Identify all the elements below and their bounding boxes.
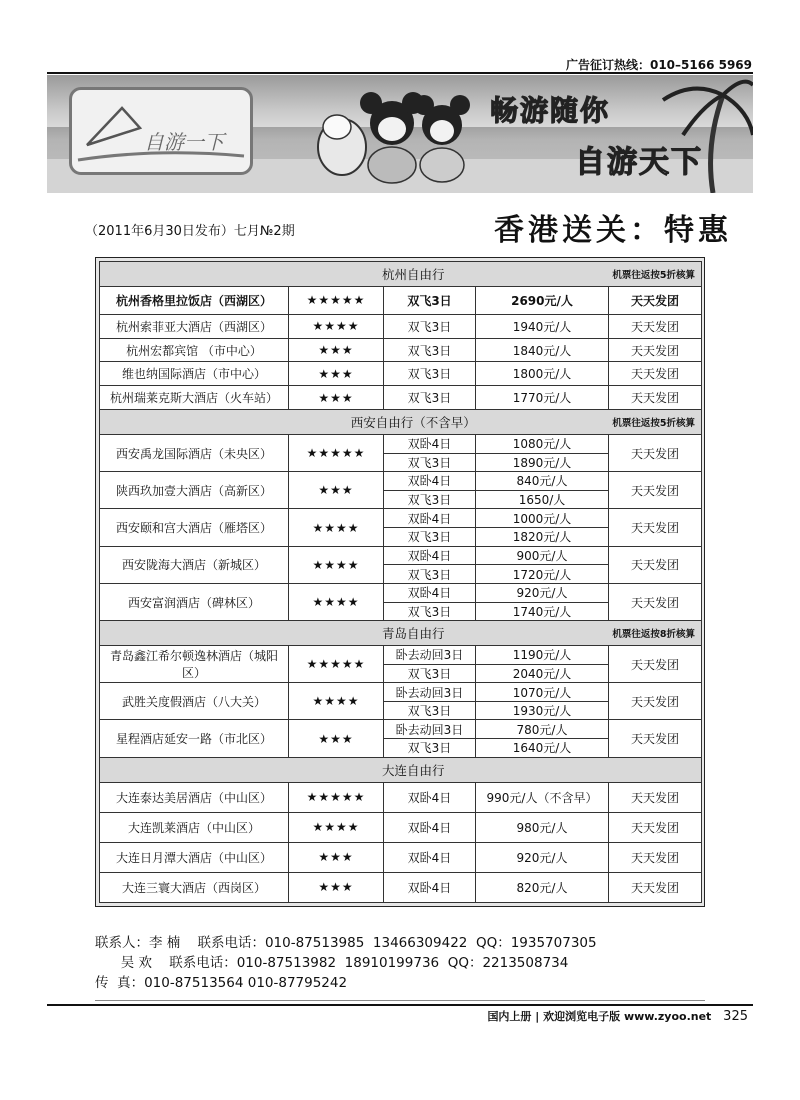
contact-row-1: 联系人：李 楠 联系电话：010-87513985 13466309422 QQ：1935707305 <box>95 935 597 951</box>
footer-rule <box>47 1004 753 1006</box>
star-rating: ★★★ <box>289 386 384 410</box>
hotel-row <box>100 546 702 565</box>
departure-schedule: 天天发团 <box>609 314 702 338</box>
star-rating: ★★★★ <box>289 509 384 546</box>
price: 1640元/人 <box>476 739 609 758</box>
section-title: 青岛自由行 <box>100 621 609 646</box>
hotel-name: 西安禹龙国际酒店（未央区） <box>100 434 289 471</box>
top-rule <box>47 72 753 74</box>
price: 1080元/人 <box>476 434 609 453</box>
contact-divider <box>95 1000 705 1001</box>
trip-type: 双飞3日 <box>384 386 476 410</box>
price: 1720元/人 <box>476 565 609 584</box>
promo-title: 香港送关：特惠 <box>494 213 732 248</box>
star-rating: ★★★ <box>289 872 384 902</box>
trip-type: 双飞3日 <box>384 338 476 362</box>
trip-type: 双飞3日 <box>384 602 476 621</box>
section-note: 机票往返按5折核算 <box>609 262 702 287</box>
trip-type: 双卧4日 <box>384 434 476 453</box>
hotel-row <box>100 782 702 812</box>
hotel-name: 青岛鑫江希尔顿逸林酒店（城阳区） <box>100 645 289 682</box>
hotel-row <box>100 842 702 872</box>
hotel-name: 杭州瑞莱克斯大酒店（火车站） <box>100 386 289 410</box>
hotel-name: 西安颐和宫大酒店（雁塔区） <box>100 509 289 546</box>
trip-type: 双飞3日 <box>384 453 476 472</box>
hotel-name: 杭州香格里拉饭店（西湖区） <box>100 286 289 314</box>
price: 990元/人（不含早） <box>476 782 609 812</box>
departure-schedule: 天天发团 <box>609 472 702 509</box>
hotel-name: 大连三寰大酒店（西岗区） <box>100 872 289 902</box>
price: 1740元/人 <box>476 602 609 621</box>
hotel-row <box>100 509 702 528</box>
departure-schedule: 天天发团 <box>609 812 702 842</box>
palm-tree-illustration <box>643 75 753 193</box>
price: 2690元/人 <box>476 286 609 314</box>
price: 920元/人 <box>476 583 609 602</box>
star-rating: ★★★ <box>289 842 384 872</box>
brand-logo <box>69 87 253 175</box>
star-rating: ★★★★ <box>289 583 384 620</box>
departure-schedule: 天天发团 <box>609 842 702 872</box>
price: 2040元/人 <box>476 664 609 683</box>
trip-type: 双卧4日 <box>384 842 476 872</box>
departure-schedule: 天天发团 <box>609 338 702 362</box>
page-footer <box>487 1008 748 1024</box>
header-banner <box>47 75 753 193</box>
slogan-line-1: 畅游随你 <box>490 94 611 127</box>
kite-icon <box>82 100 142 150</box>
trip-type: 双飞3日 <box>384 314 476 338</box>
cartoon-characters-illustration <box>297 85 477 185</box>
slogan-line-2: 自游天下 <box>575 145 703 180</box>
price: 1190元/人 <box>476 645 609 664</box>
hotel-name: 维也纳国际酒店（市中心） <box>100 362 289 386</box>
trip-type: 双卧4日 <box>384 872 476 902</box>
hotel-row <box>100 645 702 664</box>
departure-schedule: 天天发团 <box>609 645 702 682</box>
price: 840元/人 <box>476 472 609 491</box>
hotel-row <box>100 720 702 739</box>
hotel-name: 大连日月潭大酒店（中山区） <box>100 842 289 872</box>
star-rating: ★★★★ <box>289 314 384 338</box>
price: 980元/人 <box>476 812 609 842</box>
footer-text[interactable]: 国内上册 | 欢迎浏览电子版 www.zyoo.net <box>487 1010 712 1023</box>
section-header-row <box>100 757 702 782</box>
departure-schedule: 天天发团 <box>609 872 702 902</box>
section-title: 西安自由行（不含早） <box>100 410 609 435</box>
star-rating: ★★★★★ <box>289 286 384 314</box>
price: 1070元/人 <box>476 683 609 702</box>
hotel-name: 大连泰达美居酒店（中山区） <box>100 782 289 812</box>
price: 1940元/人 <box>476 314 609 338</box>
page-number: 325 <box>723 1009 748 1024</box>
price: 920元/人 <box>476 842 609 872</box>
price: 1890元/人 <box>476 453 609 472</box>
price: 1840元/人 <box>476 338 609 362</box>
section-title: 大连自由行 <box>100 757 609 782</box>
fax-row: 传 真：010-87513564 010-87795242 <box>95 975 348 991</box>
price: 1800元/人 <box>476 362 609 386</box>
trip-type: 双飞3日 <box>384 701 476 720</box>
hotel-row <box>100 583 702 602</box>
price: 1000元/人 <box>476 509 609 528</box>
price: 1770元/人 <box>476 386 609 410</box>
trip-type: 双卧4日 <box>384 472 476 491</box>
departure-schedule: 天天发团 <box>609 546 702 583</box>
section-note <box>609 757 702 782</box>
star-rating: ★★★ <box>289 362 384 386</box>
rates-table <box>99 261 702 903</box>
hotel-row <box>100 338 702 362</box>
departure-schedule: 天天发团 <box>609 386 702 410</box>
section-header-row <box>100 410 702 435</box>
price: 780元/人 <box>476 720 609 739</box>
hotel-name: 星程酒店延安一路（市北区） <box>100 720 289 757</box>
star-rating: ★★★ <box>289 720 384 757</box>
star-rating: ★★★★ <box>289 812 384 842</box>
hotel-name: 杭州索菲亚大酒店（西湖区） <box>100 314 289 338</box>
price: 900元/人 <box>476 546 609 565</box>
star-rating: ★★★★ <box>289 683 384 720</box>
trip-type: 双飞3日 <box>384 286 476 314</box>
hotel-row <box>100 472 702 491</box>
trip-type: 双飞3日 <box>384 362 476 386</box>
departure-schedule: 天天发团 <box>609 509 702 546</box>
hotel-name: 西安富润酒店（碑林区） <box>100 583 289 620</box>
hotel-row <box>100 434 702 453</box>
star-rating: ★★★ <box>289 338 384 362</box>
trip-type: 双卧4日 <box>384 583 476 602</box>
trip-type: 双卧4日 <box>384 546 476 565</box>
star-rating: ★★★★★ <box>289 645 384 682</box>
hotel-row <box>100 683 702 702</box>
hotel-name: 陕西玖加壹大酒店（高新区） <box>100 472 289 509</box>
rates-table-frame <box>95 257 705 907</box>
section-note: 机票往返按8折核算 <box>609 621 702 646</box>
section-header-row <box>100 621 702 646</box>
hotel-row <box>100 362 702 386</box>
trip-type: 双飞3日 <box>384 739 476 758</box>
star-rating: ★★★★★ <box>289 782 384 812</box>
trip-type: 双飞3日 <box>384 565 476 584</box>
contact-block <box>95 933 597 993</box>
hotel-row <box>100 812 702 842</box>
hotel-row <box>100 872 702 902</box>
trip-type: 双卧4日 <box>384 812 476 842</box>
issue-info: （2011年6月30日发布）七月№2期 <box>85 224 295 239</box>
departure-schedule: 天天发团 <box>609 782 702 812</box>
trip-type: 卧去动回3日 <box>384 720 476 739</box>
departure-schedule: 天天发团 <box>609 720 702 757</box>
hotel-row <box>100 314 702 338</box>
contact-row-2: 吴 欢 联系电话：010-87513982 18910199736 QQ：2213508734 <box>95 955 569 971</box>
trip-type: 双卧4日 <box>384 782 476 812</box>
departure-schedule: 天天发团 <box>609 583 702 620</box>
price: 820元/人 <box>476 872 609 902</box>
departure-schedule: 天天发团 <box>609 683 702 720</box>
price: 1930元/人 <box>476 701 609 720</box>
trip-type: 双飞3日 <box>384 528 476 547</box>
section-note: 机票往返按5折核算 <box>609 410 702 435</box>
swoosh-icon <box>76 146 246 166</box>
hotel-row <box>100 286 702 314</box>
hotel-name: 大连凯莱酒店（中山区） <box>100 812 289 842</box>
section-header-row <box>100 262 702 287</box>
trip-type: 卧去动回3日 <box>384 683 476 702</box>
trip-type: 双飞3日 <box>384 664 476 683</box>
star-rating: ★★★★★ <box>289 434 384 471</box>
trip-type: 卧去动回3日 <box>384 645 476 664</box>
departure-schedule: 天天发团 <box>609 434 702 471</box>
hotel-name: 武胜关度假酒店（八大关） <box>100 683 289 720</box>
star-rating: ★★★★ <box>289 546 384 583</box>
departure-schedule: 天天发团 <box>609 362 702 386</box>
hotel-name: 杭州宏都宾馆 （市中心） <box>100 338 289 362</box>
trip-type: 双卧4日 <box>384 509 476 528</box>
price: 1820元/人 <box>476 528 609 547</box>
trip-type: 双飞3日 <box>384 490 476 509</box>
hotel-name: 西安陇海大酒店（新城区） <box>100 546 289 583</box>
section-title: 杭州自由行 <box>100 262 609 287</box>
logo-text: 自游一下 <box>144 130 224 154</box>
ad-hotline: 广告征订热线：010–5166 5969 <box>565 58 752 72</box>
departure-schedule: 天天发团 <box>609 286 702 314</box>
star-rating: ★★★ <box>289 472 384 509</box>
price: 1650/人 <box>476 490 609 509</box>
hotel-row <box>100 386 702 410</box>
